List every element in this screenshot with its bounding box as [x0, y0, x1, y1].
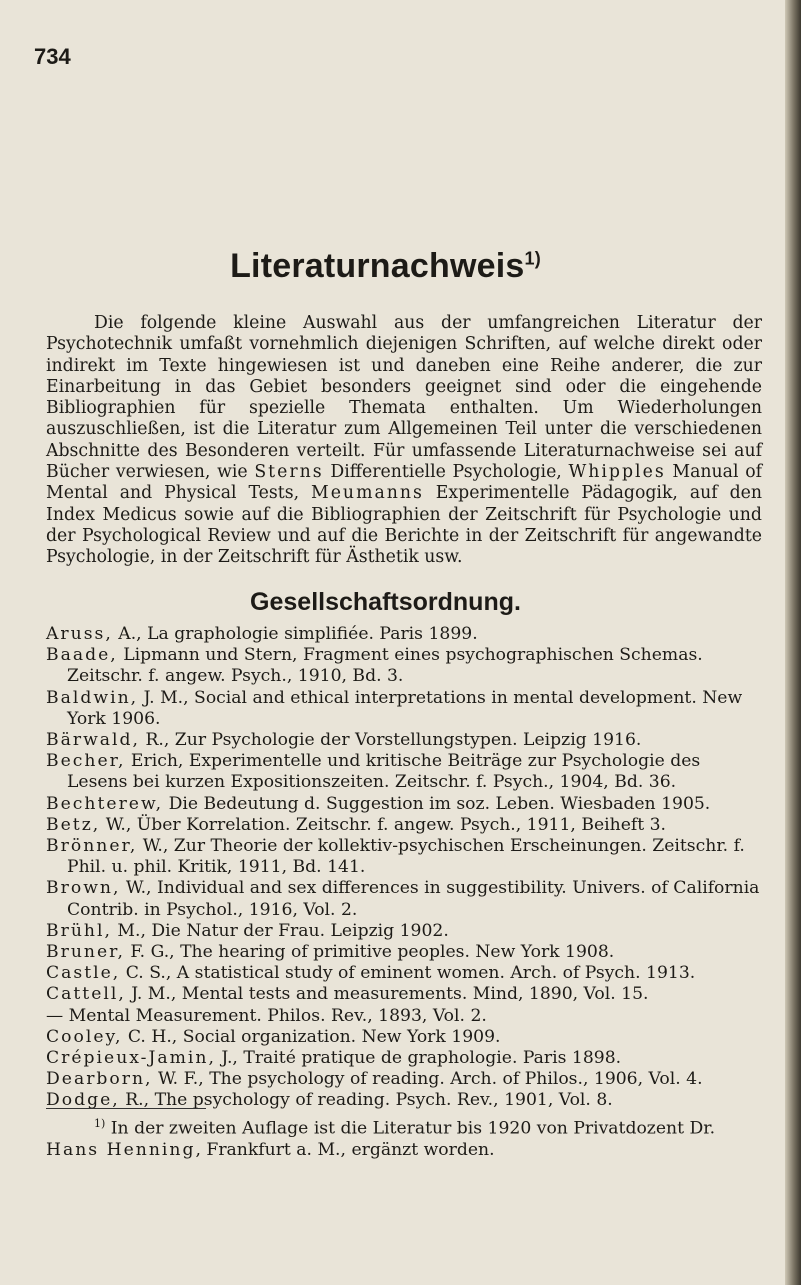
bibliography-entry — [46, 1006, 762, 1027]
bibliography-entry — [46, 815, 762, 836]
bibliography-entry — [46, 984, 762, 1005]
page-edge — [785, 0, 801, 1285]
entry-text: Erich, Experimentelle und kritische Beiträge zur Psychologie des Lesens bei kurzen Expositionszeiten. Zeitschr. f. Psych., 1904, Bd. 36. — [67, 751, 701, 793]
entry-author: Brühl, — [46, 920, 112, 941]
intro-part2: Differentielle Psychologie, — [323, 462, 569, 483]
title-footnote-marker: 1) — [524, 248, 541, 269]
bibliography-entry — [46, 751, 762, 793]
entry-text: C. S., A statistical study of eminent women. Arch. of Psych. 1913. — [120, 963, 696, 984]
bibliography-entry — [46, 794, 762, 815]
entry-text: C. H., Social organization. New York 1909. — [122, 1026, 501, 1047]
entry-author: Bärwald, — [46, 730, 141, 751]
intro-paragraph — [46, 313, 762, 569]
entry-text: J. M., Social and ethical interpretations in mental development. New York 1906. — [67, 687, 743, 729]
bibliography-entry — [46, 1069, 762, 1090]
entry-author: Castle, — [46, 963, 121, 984]
bibliography-entry — [46, 921, 762, 942]
footnote-part1: In der zweiten Auflage ist die Literatur bis 1920 von Privatdozent Dr. — [105, 1118, 716, 1139]
entry-text: W. F., The psychology of reading. Arch. of Philos., 1906, Vol. 4. — [152, 1069, 703, 1090]
intro-sterns: Sterns — [254, 462, 324, 483]
bibliography-entry — [46, 942, 762, 963]
footnote-divider — [46, 1108, 206, 1109]
entry-text: Die Bedeutung d. Suggestion im soz. Leben. Wiesbaden 1905. — [163, 793, 711, 814]
entry-author: Bruner, — [46, 942, 125, 963]
entry-author: Becher, — [46, 751, 126, 772]
entry-text: Lipmann und Stern, Fragment eines psychographischen Schemas. Zeitschr. f. angew. Psych., 1910, Bd. 3. — [67, 645, 703, 687]
entry-text: J. M., Mental tests and measurements. Mind, 1890, Vol. 15. — [125, 984, 649, 1005]
entry-author: Brönner, — [46, 836, 138, 857]
bibliography-entry — [46, 1048, 762, 1069]
entry-text: A., La graphologie simplifiée. Paris 1899. — [112, 624, 478, 644]
entry-text: W., Über Korrelation. Zeitschr. f. angew. Psych., 1911, Beiheft 3. — [100, 814, 667, 835]
entry-author: Aruss, — [46, 624, 113, 644]
bibliography-entry — [46, 730, 762, 751]
title-text: Literaturnachweis — [230, 247, 525, 285]
entry-author: Dodge, — [46, 1090, 120, 1111]
entry-author: Betz, — [46, 814, 101, 835]
bibliography-entry — [46, 878, 762, 920]
entry-author: Dearborn, — [46, 1069, 153, 1090]
entry-text: W., Zur Theorie der kollektiv-psychischen Erscheinungen. Zeitschr. f. Phil. u. phil. Kritik, 1911, Bd. 141. — [67, 836, 745, 878]
entry-author: Cooley, — [46, 1026, 123, 1047]
entry-text: J., Traité pratique de graphologie. Paris 1898. — [215, 1048, 622, 1069]
bibliography-entry — [46, 963, 762, 984]
intro-meumanns: Meumanns — [311, 483, 424, 504]
entry-author: Baade, — [46, 645, 118, 666]
page-title — [0, 247, 771, 286]
section-heading: Gesellschaftsordnung. — [250, 588, 521, 616]
entry-text: F. G., The hearing of primitive peoples. New York 1908. — [124, 942, 615, 963]
entry-author: Baldwin, — [46, 687, 139, 708]
bibliography-list — [46, 624, 762, 1112]
entry-author: Cattell, — [46, 984, 126, 1005]
entry-author: Crépieux-Jamin, — [46, 1048, 216, 1069]
entry-author: Brown, — [46, 878, 121, 899]
footnote — [46, 1113, 762, 1161]
intro-part4: Experimentelle Pädagogik, auf den Index Medicus sowie auf die Bibliographien der Zeitschrift für Psychologie und der Psychological Review und auf die Berichte in der Zeitschrift für angewandte Psychologie, in der Zeitschrift für Ästhetik usw. — [46, 483, 762, 568]
entry-author: Bechterew, — [46, 793, 164, 814]
entry-text: R., Zur Psychologie der Vorstellungstypen. Leipzig 1916. — [140, 730, 642, 751]
footnote-part2: , Frankfurt a. M., ergänzt worden. — [195, 1139, 495, 1160]
page-number: 734 — [34, 44, 71, 69]
footnote-name: Hans Henning — [46, 1139, 196, 1160]
entry-text: R., The psychology of reading. Psych. Rev., 1901, Vol. 8. — [119, 1090, 613, 1111]
bibliography-entry — [46, 836, 762, 878]
intro-part1: Die folgende kleine Auswahl aus der umfangreichen Literatur der Psychotechnik umfaßt vornehmlich diejenigen Schriften, auf welche direkt oder indirekt im Texte hingewiesen ist und daneben eine Reihe anderer, die zur Einarbeitung in das Gebiet besonders geeignet sind oder die eingehende Bibliographien für spezielle Themata enthalten. Um Wiederholungen auszuschließen, ist die Literatur zum Allgemeinen Teil unter die verschiedenen Abschnitte des Besonderen verteilt. Für umfassende Literaturnachweise sei auf Bücher verwiesen, wie — [46, 313, 762, 483]
entry-text: — Mental Measurement. Philos. Rev., 1893, Vol. 2. — [46, 1005, 487, 1026]
intro-whipples: Whipples — [568, 462, 666, 483]
bibliography-entry — [46, 688, 762, 730]
entry-text: M., Die Natur der Frau. Leipzig 1902. — [111, 920, 449, 941]
bibliography-entry — [46, 1027, 762, 1048]
bibliography-entry — [46, 624, 762, 645]
entry-text: W., Individual and sex differences in suggestibility. Univers. of California Contrib. in Psychol., 1916, Vol. 2. — [67, 878, 760, 920]
bibliography-entry — [46, 645, 762, 687]
footnote-marker: 1) — [94, 1117, 106, 1130]
intro-part3: Manual of Mental and Physical Tests, — [46, 462, 763, 504]
